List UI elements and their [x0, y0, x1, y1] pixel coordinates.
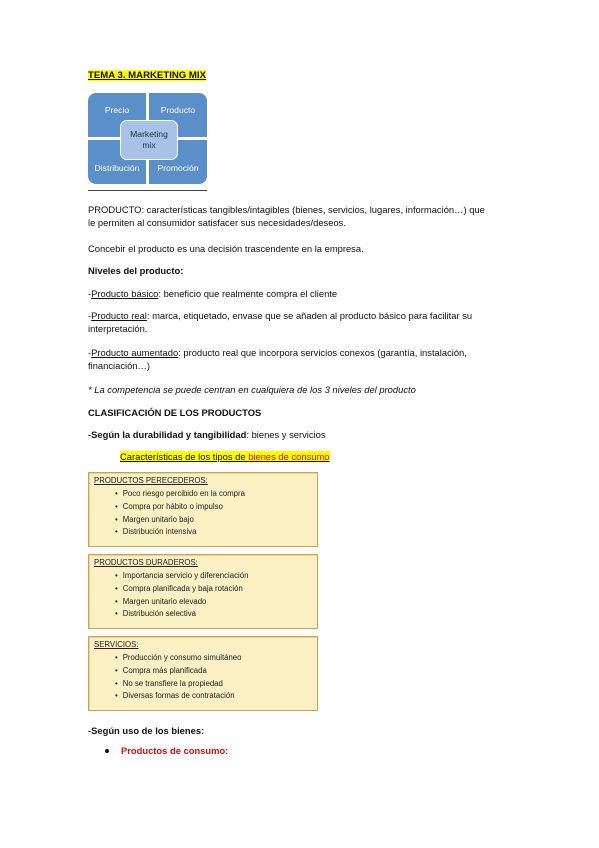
diagram-center-line2: mix: [142, 140, 156, 150]
nivel-aumentado-line2: financiación…): [88, 360, 151, 372]
list-item: • Compra más planificada: [115, 665, 241, 678]
box-duraderos: [88, 554, 318, 629]
diagram-center: [120, 120, 178, 160]
nivel-basico: [88, 287, 518, 300]
page-title: TEMA 3. MARKETING MIX: [88, 70, 206, 81]
list-item: • Diversas formas de contratación: [115, 690, 241, 703]
diagram-price: Precio: [88, 93, 146, 137]
uso-heading: -Según uso de los bienes:: [88, 725, 205, 736]
nivel-real-text: : marca, etiquetado, envase que se añaden al producto básico para facilitar su: [146, 310, 473, 321]
niveles-heading: Niveles del producto:: [88, 265, 184, 276]
list-item: • Distribución selectiva: [115, 608, 248, 621]
box-servicios: [88, 636, 318, 711]
box-servicios-heading: SERVICIOS:: [94, 640, 139, 649]
diagram-product: Producto: [149, 93, 207, 137]
producto-definition-line1: PRODUCTO: características tangibles/intagibles (bienes, servicios, lugares, información…) que: [88, 204, 485, 215]
durabilidad-text: : bienes y servicios: [246, 429, 326, 440]
list-item: • Compra por hábito o impulso: [115, 501, 245, 514]
list-item: • Compra planificada y baja rotación: [115, 583, 248, 596]
bullet-productos-consumo: [105, 745, 228, 756]
nivel-aumentado-term: Producto aumentado: [91, 347, 179, 358]
list-item: • Margen unitario bajo: [115, 514, 245, 527]
bullet-icon: [105, 749, 109, 753]
box-perecederos: [88, 472, 318, 547]
bullet-productos-consumo-label: Productos de consumo:: [121, 745, 229, 756]
divider: [88, 190, 207, 191]
list-item: • Distribución intensiva: [115, 526, 245, 539]
list-item: • Margen unitario elevado: [115, 596, 248, 609]
list-item: • Poco riesgo percibido en la compra: [115, 488, 245, 501]
nivel-real-line2: interpretación.: [88, 323, 148, 335]
list-item: • Importancia servicio y diferenciación: [115, 570, 248, 583]
nivel-aumentado: [88, 346, 518, 372]
subtitle-part1: Características de los tipos de: [120, 451, 249, 462]
nivel-real: [88, 309, 518, 335]
nivel-real-prefix: -: [88, 310, 92, 321]
nivel-basico-prefix: -: [88, 288, 92, 299]
nivel-aumentado-text: : producto real que incorpora servicios conexos (garantía, instalación,: [178, 347, 467, 358]
subtitle-part2: bienes de consumo: [248, 451, 330, 462]
list-item: • No se transfiere la propiedad: [115, 678, 241, 691]
list-item: • Producción y consumo simultáneo: [115, 652, 241, 665]
nivel-basico-term: Producto básico: [91, 288, 159, 299]
nivel-real-term: Producto real: [91, 310, 147, 321]
producto-definition: [88, 203, 518, 229]
diagram-promotion: Promoción: [149, 140, 207, 184]
bienes-consumo-subtitle: [120, 451, 330, 462]
diagram-center-line1: Marketing: [130, 129, 168, 139]
competencia-note: * La competencia se puede centran en cualquiera de los 3 niveles del producto: [88, 384, 416, 395]
durabilidad-label: -Según la durabilidad y tangibilidad: [88, 429, 247, 440]
nivel-aumentado-prefix: -: [88, 347, 92, 358]
clasificacion-heading: CLASIFICACIÓN DE LOS PRODUCTOS: [88, 407, 262, 418]
nivel-basico-text: : beneficio que realmente compra el cliente: [158, 288, 338, 299]
producto-definition-line2: le permiten al consumidor satisfacer sus necesidades/deseos.: [88, 217, 346, 229]
concebir-paragraph: Concebir el producto es una decisión trascendente en la empresa.: [88, 243, 364, 254]
durabilidad-line: [88, 428, 518, 441]
marketing-mix-diagram: [88, 93, 208, 185]
box-perecederos-heading: PRODUCTOS PERECEDEROS:: [94, 476, 208, 485]
box-duraderos-heading: PRODUCTOS DURADEROS:: [94, 558, 198, 567]
diagram-distribution: Distribución: [88, 140, 146, 184]
